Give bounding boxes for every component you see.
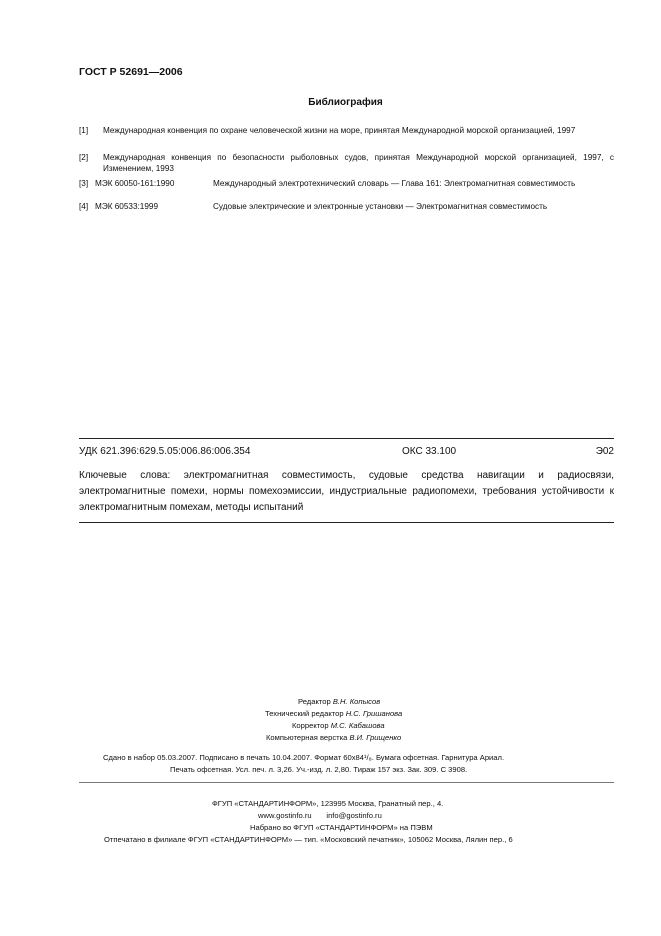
divider: [79, 522, 614, 523]
publisher-printed: Отпечатано в филиале ФГУП «СТАНДАРТИНФОРМ» — тип. «Московский печатник», 105062 Москва, Лялин пер., 6: [104, 835, 513, 844]
publisher-email: info@gostinfo.ru: [326, 811, 382, 820]
credit-layout: Компьютерная верстка В.И. Грищенко: [266, 733, 402, 742]
bib-entry-number: [4]: [79, 202, 89, 211]
document-header: ГОСТ Р 52691—2006: [79, 66, 183, 78]
publication-line-2: Печать офсетная. Усл. печ. л. 3,26. Уч.-изд. л. 2,80. Тираж 157 экз. Зак. 309. С 3908.: [170, 765, 468, 774]
publisher-website: www.gostinfo.ru: [258, 811, 312, 820]
keywords: [79, 468, 614, 516]
layout-name: В.И. Грищенко: [349, 733, 402, 742]
publisher-contacts: [258, 810, 382, 822]
publisher-address: ФГУП «СТАНДАРТИНФОРМ», 123995 Москва, Гранатный пер., 4.: [212, 799, 444, 808]
publisher-typeset: Набрано во ФГУП «СТАНДАРТИНФОРМ» на ПЭВМ: [250, 823, 433, 832]
bib-entry-text: Судовые электрические и электронные установки — Электромагнитная совместимость: [213, 202, 548, 211]
divider: [79, 438, 614, 439]
keywords-label: Ключевые слова:: [79, 470, 171, 481]
bibliography-title: Библиография: [308, 97, 383, 108]
classification-code: Э02: [595, 446, 614, 457]
editor-name: В.Н. Копысов: [332, 697, 381, 706]
bib-entry-text: Международная конвенция по охране человеческой жизни на море, принятая Международной морской организацией, 1997: [103, 126, 576, 135]
oks-code: ОКС 33.100: [402, 446, 457, 457]
udk-code: УДК 621.396:629.5.05:006.86:006.354: [79, 446, 251, 457]
credit-tech-editor: Технический редактор Н.С. Гришанова: [265, 709, 403, 718]
tech-editor-name: Н.С. Гришанова: [345, 709, 403, 718]
bib-entry-designation: МЭК 60533:1999: [95, 202, 159, 211]
bib-entry-number: [1]: [79, 126, 89, 135]
bib-entry-text: Международный электротехнический словарь — Глава 161: Электромагнитная совместимость: [213, 179, 576, 188]
credit-editor: Редактор В.Н. Копысов: [298, 697, 381, 706]
corrector-name: М.С. Кабашова: [330, 721, 385, 730]
bib-entry-designation: МЭК 60050-161:1990: [95, 179, 175, 188]
bib-entry-number: [3]: [79, 179, 89, 188]
bib-entry-text: Международная конвенция по безопасности рыболовных судов, принятая Международной морской организацией, 1997, с Изменением, 1993: [103, 153, 614, 173]
credit-corrector: Корректор М.С. Кабашова: [292, 721, 385, 730]
divider: [79, 782, 614, 783]
publication-line-1: Сдано в набор 05.03.2007. Подписано в печать 10.04.2007. Формат 60x84¹/₈. Бумага офсетная. Гарнитура Ариал.: [103, 753, 505, 762]
keywords-text: электромагнитная совместимость, судовые средства навигации и радиосвязи, электромагнитные помехи, нормы помехоэмиссии, индустриальные радиопомехи, требования устойчивости к электромагнитным помехам, методы испытаний: [79, 470, 614, 513]
bib-entry-number: [2]: [79, 153, 89, 162]
